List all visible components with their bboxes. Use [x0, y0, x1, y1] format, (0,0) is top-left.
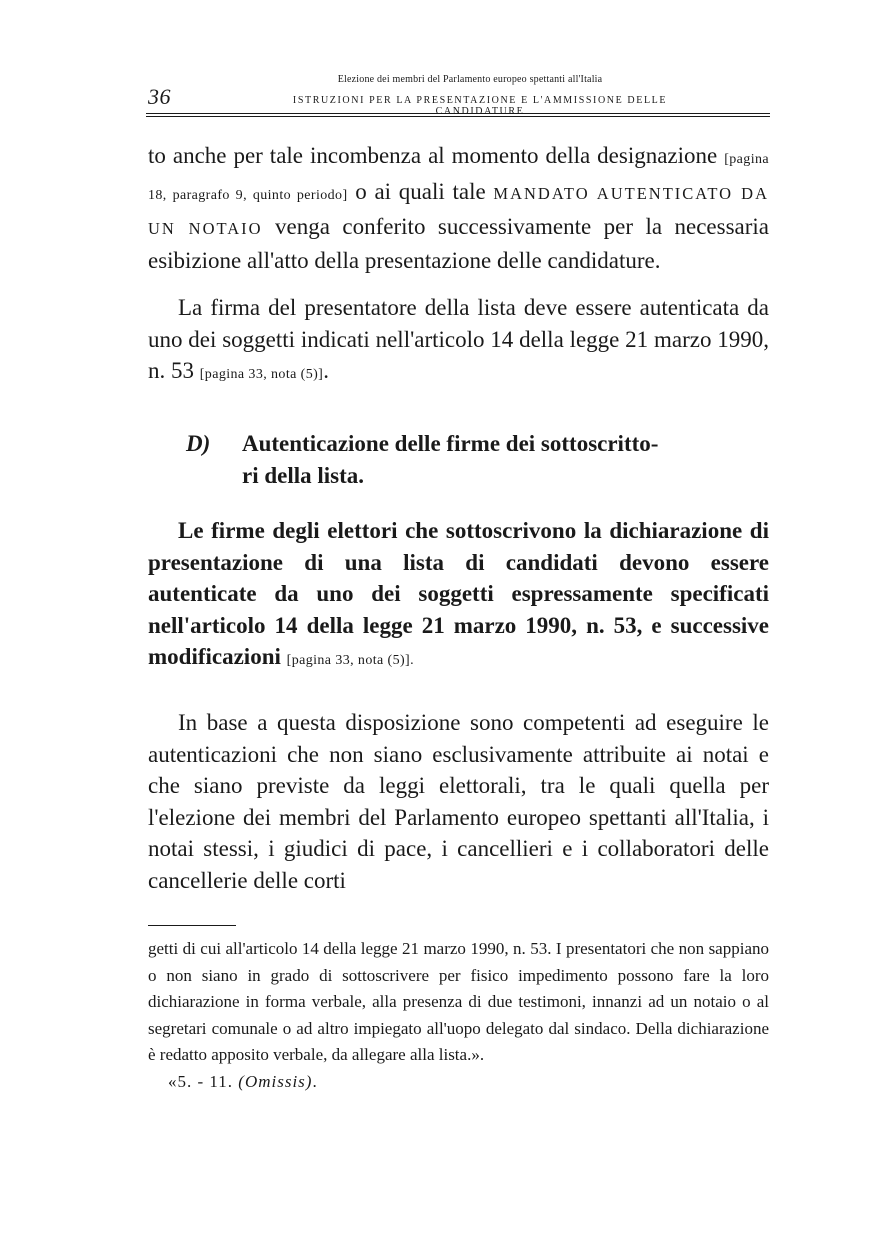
footnote [148, 936, 769, 1095]
body-paragraph-4 [148, 707, 769, 896]
omissis-prefix: «5. - 11. [168, 1071, 239, 1091]
header-rule-double [146, 116, 770, 117]
page-number: 36 [148, 84, 171, 109]
section-letter: D) [186, 431, 211, 456]
page-reference: [pagina 33, nota (5)] [199, 367, 324, 382]
running-header-title: Elezione dei membri del Parlamento europeo spettanti all'Italia [337, 74, 603, 85]
footnote-text: getti di cui all'articolo 14 della legge 21 marzo 1990, n. 53. I presentatori che non sappiano o non siano in grado di sottoscrivere per fisico impedimento possono fare la loro dichiarazione in forma verbale, alla presenza di due testimoni, innanzi ad un notaio o al segretari comunale o ad altro impiegato all'uopo delegato dal sindaco. Della dichiarazione è redatto apposito verbale, da allegare alla lista.». [148, 939, 769, 1064]
para3-end: . [410, 653, 415, 668]
body-paragraph-1 [148, 140, 769, 276]
header-rule [146, 113, 770, 114]
footnote-rule [148, 925, 236, 926]
para1-text-a: to anche per tale incombenza al momento della designazione [148, 143, 725, 168]
page-reference: [pagina 33, nota (5)] [286, 653, 411, 668]
para1-text-b: o ai quali tale [347, 178, 494, 204]
bold-paragraph [148, 515, 769, 677]
smallcaps-emphasis: MANDATO AUTENTICATO DA UN NOTAIO [148, 183, 769, 238]
omissis-end: . [312, 1071, 318, 1091]
para2-text: La firma del presentatore della lista deve essere autenticata da uno dei soggetti indicati nell'articolo 14 della legge 21 marzo 1990, n. 53 [148, 295, 769, 383]
section-title-line1: Autenticazione delle firme dei sottoscritto- [242, 431, 659, 456]
section-heading [186, 428, 770, 491]
omissis-text: (Omissis) [238, 1071, 313, 1091]
footnote-omissis [148, 1069, 769, 1096]
body-paragraph-2 [148, 292, 769, 391]
section-title-line2: ri della lista. [242, 462, 365, 488]
page-reference: [pagina 18, paragrafo 9, quinto periodo] [148, 152, 769, 203]
para2-end: . [323, 358, 329, 383]
para3-text: Le firme degli elettori che sottoscrivono la dichiarazione di presentazione di una lista di candidati devono essere autenticate da uno dei soggetti espressamente specificati nell'articolo 14 della legge 21 marzo 1990, n. 53, e successive modificazioni [148, 518, 769, 669]
para1-text-c: venga conferito successivamente per la necessaria esibizione all'atto della presentazione delle candidature. [148, 214, 770, 273]
para4-text: In base a questa disposizione sono competenti ad eseguire le autenticazioni che non siano esclusivamente attribuite ai notai e che siano previste da leggi elettorali, tra le quali quella per l'elezione dei membri del Parlamento europeo spettanti all'Italia, i notai stessi, i giudici di pace, i cancellieri e i collaboratori delle cancellerie delle corti [148, 710, 769, 893]
running-header-subtitle: ISTRUZIONI PER LA PRESENTAZIONE E L'AMMISSIONE DELLE CANDIDATURE [292, 95, 668, 117]
